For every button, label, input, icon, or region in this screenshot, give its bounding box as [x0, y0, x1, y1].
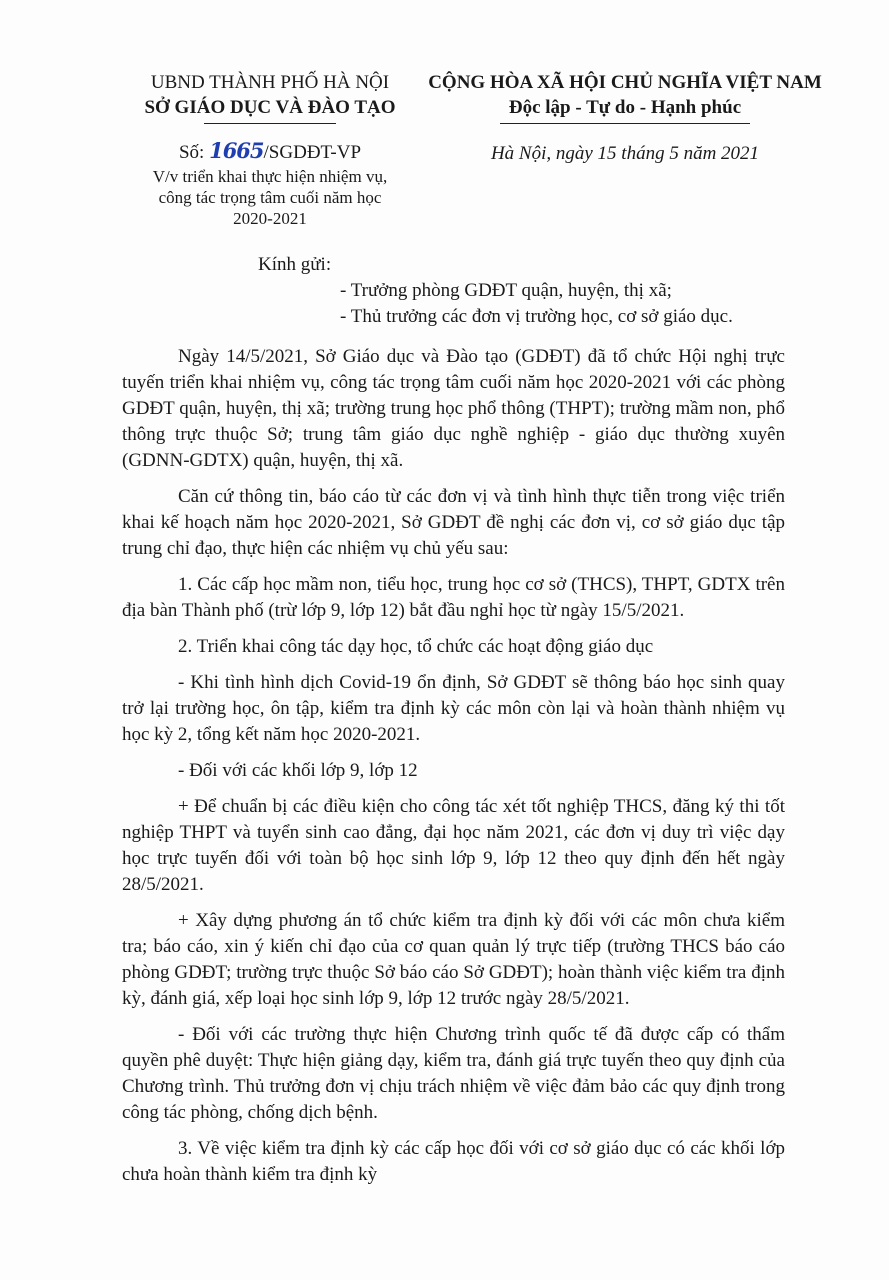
subject-line-2: công tác trọng tâm cuối năm học: [158, 188, 382, 207]
document-body: [122, 344, 785, 1198]
body-paragraph: 3. Về việc kiểm tra định kỳ các cấp học đối với cơ sở giáo dục có các khối lớp chưa hoàn thành kiểm tra định kỳ: [122, 1138, 785, 1185]
issue-date: Hà Nội, ngày 15 tháng 5 năm 2021: [490, 143, 760, 164]
document-reference: [120, 138, 420, 229]
body-paragraph: - Đối với các khối lớp 9, lớp 12: [178, 760, 418, 781]
recipients-block: [258, 252, 733, 330]
recipient-item: - Trưởng phòng GDĐT quận, huyện, thị xã;: [340, 280, 672, 301]
subject-line-3: 2020-2021: [233, 209, 307, 228]
body-paragraph: Ngày 14/5/2021, Sở Giáo dục và Đào tạo (GDĐT) đã tổ chức Hội nghị trực tuyến triển khai nhiệm vụ, công tác trọng tâm cuối năm học 2020-2021 với các phòng GDĐT quận, huyện, thị xã; trường trung học phổ thông (THPT); trường mầm non, phổ thông trực thuộc Sở; trung tâm giáo dục nghề nghiệp - giáo dục thường xuyên (GDNN-GDTX) quận, huyện, thị xã.: [122, 346, 785, 471]
body-paragraph: - Đối với các trường thực hiện Chương trình quốc tế đã được cấp có thẩm quyền phê duyệt: Thực hiện giảng dạy, kiểm tra, đánh giá trực tuyến theo quy định của Chương trình. Thủ trưởng đơn vị chịu trách nhiệm về việc đảm bảo các quy định trong công tác phòng, chống dịch bệnh.: [122, 1024, 785, 1123]
recipient-item: - Thủ trưởng các đơn vị trường học, cơ sở giáo dục.: [340, 306, 733, 327]
national-header: [410, 70, 840, 124]
body-paragraph: Căn cứ thông tin, báo cáo từ các đơn vị và tình hình thực tiễn trong việc triển khai kế hoạch năm học 2020-2021, Sở GDĐT đề nghị các đơn vị, cơ sở giáo dục tập trung chỉ đạo, thực hiện các nhiệm vụ chủ yếu sau:: [122, 486, 785, 559]
greeting: Kính gửi:: [258, 254, 332, 275]
number-prefix: Số:: [178, 142, 205, 163]
body-paragraph: + Xây dựng phương án tổ chức kiểm tra định kỳ đối với các môn chưa kiểm tra; báo cáo, xin ý kiến chỉ đạo của cơ quan quản lý trực tiếp (trường THCS báo cáo phòng GDĐT; trường trực thuộc Sở báo cáo Sở GDĐT); hoàn thành việc kiểm tra định kỳ, đánh giá, xếp loại học sinh lớp 9, lớp 12 trước ngày 28/5/2021.: [122, 910, 785, 1009]
national-motto: Độc lập - Tự do - Hạnh phúc: [508, 97, 742, 118]
body-paragraph: - Khi tình hình dịch Covid-19 ổn định, Sở GDĐT sẽ thông báo học sinh quay trở lại trường học, ôn tập, kiểm tra định kỳ các môn còn lại và hoàn thành nhiệm vụ học kỳ 2, tổng kết năm học 2020-2021.: [122, 672, 785, 745]
document-number-line: [120, 138, 420, 166]
handwritten-number: 1665: [209, 138, 264, 163]
body-paragraph: 2. Triển khai công tác dạy học, tổ chức các hoạt động giáo dục: [178, 636, 654, 657]
subject-line-1: V/v triển khai thực hiện nhiệm vụ,: [152, 167, 388, 186]
issuing-authority: [120, 70, 420, 124]
national-title: CỘNG HÒA XÃ HỘI CHỦ NGHĨA VIỆT NAM: [428, 72, 822, 93]
body-paragraph: + Để chuẩn bị các điều kiện cho công tác xét tốt nghiệp THCS, đăng ký thi tốt nghiệp THPT và tuyển sinh cao đẳng, đại học năm 2021, các đơn vị duy trì việc dạy học trực tuyến đối với toàn bộ học sinh lớp 9, lớp 12 theo quy định đến hết ngày 28/5/2021.: [122, 796, 785, 895]
department-underline: [204, 123, 336, 124]
agency-name: UBND THÀNH PHỐ HÀ NỘI: [150, 72, 390, 93]
motto-underline: [500, 123, 750, 124]
body-paragraph: 1. Các cấp học mầm non, tiểu học, trung học cơ sở (THCS), THPT, GDTX trên địa bàn Thành phố (trừ lớp 9, lớp 12) bắt đầu nghỉ học từ ngày 15/5/2021.: [122, 574, 785, 621]
department-name: SỞ GIÁO DỤC VÀ ĐÀO TẠO: [144, 97, 396, 118]
number-suffix: /SGDĐT-VP: [263, 142, 362, 163]
